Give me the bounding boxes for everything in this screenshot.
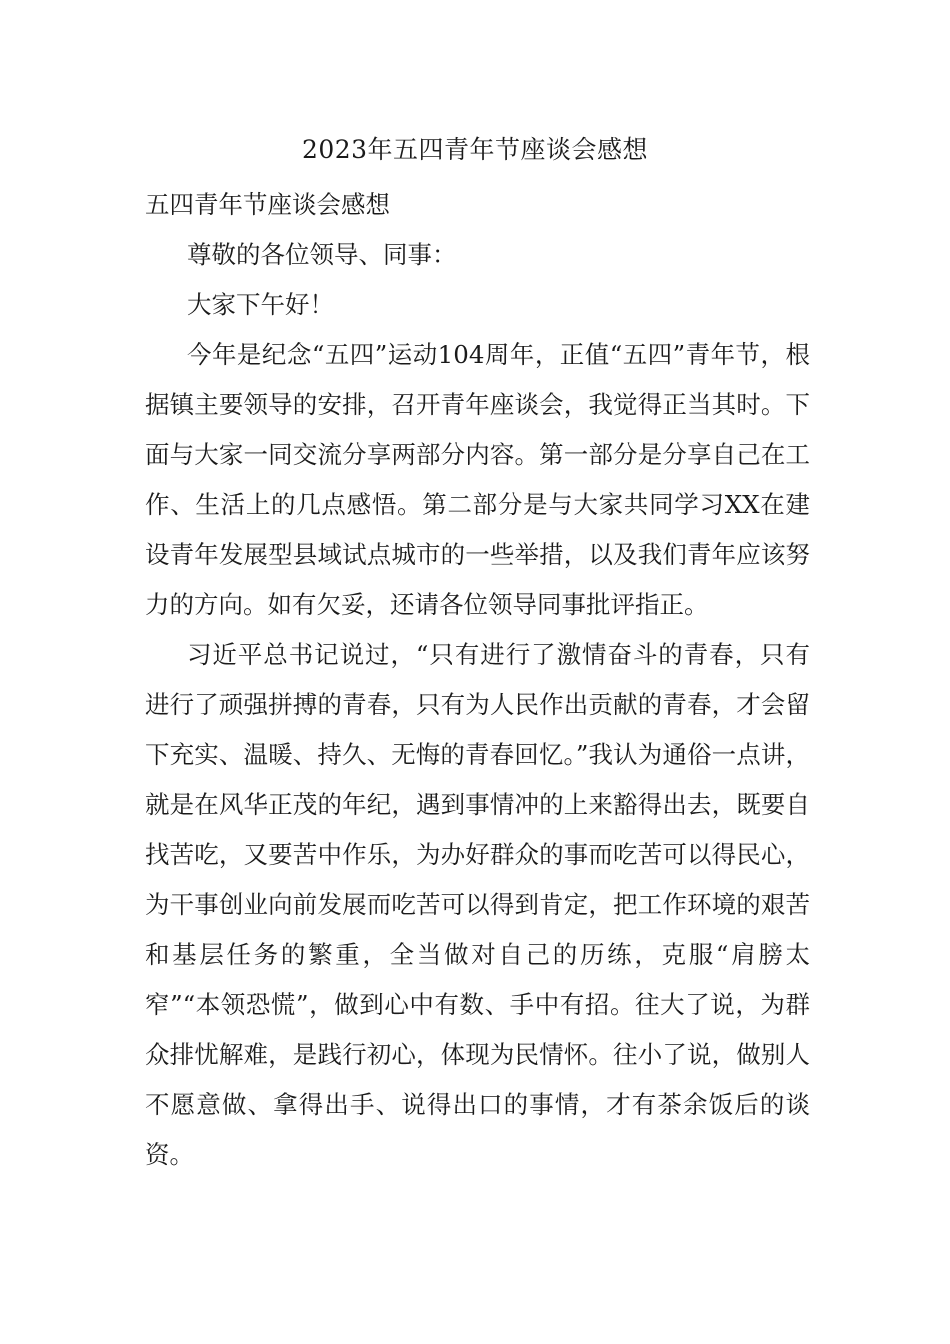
document-body bbox=[145, 180, 810, 1180]
body-paragraph: 今年是纪念“五四”运动104周年，正值“五四”青年节，根据镇主要领导的安排，召开青年座谈会，我觉得正当其时。下面与大家一同交流分享两部分内容。第一部分是分享自己在工作、生活上的几点感悟。第二部分是与大家共同学习XX在建设青年发展型县域试点城市的一些举措，以及我们青年应该努力的方向。如有欠妥，还请各位领导同事批评指正。 bbox=[145, 340, 810, 619]
greeting: 大家下午好！ bbox=[187, 290, 334, 319]
document-subtitle: 五四青年节座谈会感想 bbox=[145, 190, 390, 219]
salutation: 尊敬的各位领导、同事： bbox=[187, 240, 457, 269]
document-title: 2023年五四青年节座谈会感想 bbox=[301, 135, 649, 164]
body-paragraph: 习近平总书记说过，“只有进行了激情奋斗的青春，只有进行了顽强拼搏的青春，只有为人民作出贡献的青春，才会留下充实、温暖、持久、无悔的青春回忆。”我认为通俗一点讲，就是在风华正茂的年纪，遇到事情冲的上来豁得出去，既要自找苦吃，又要苦中作乐，为办好群众的事而吃苦可以得民心，为干事创业向前发展而吃苦可以得到肯定，把工作环境的艰苦和基层任务的繁重，全当做对自己的历练，克服“肩膀太窄”“本领恐慌”，做到心中有数、手中有招。往大了说，为群众排忧解难，是践行初心，体现为民情怀。往小了说，做别人不愿意做、拿得出手、说得出口的事情，才有茶余饭后的谈资。 bbox=[145, 640, 810, 1169]
